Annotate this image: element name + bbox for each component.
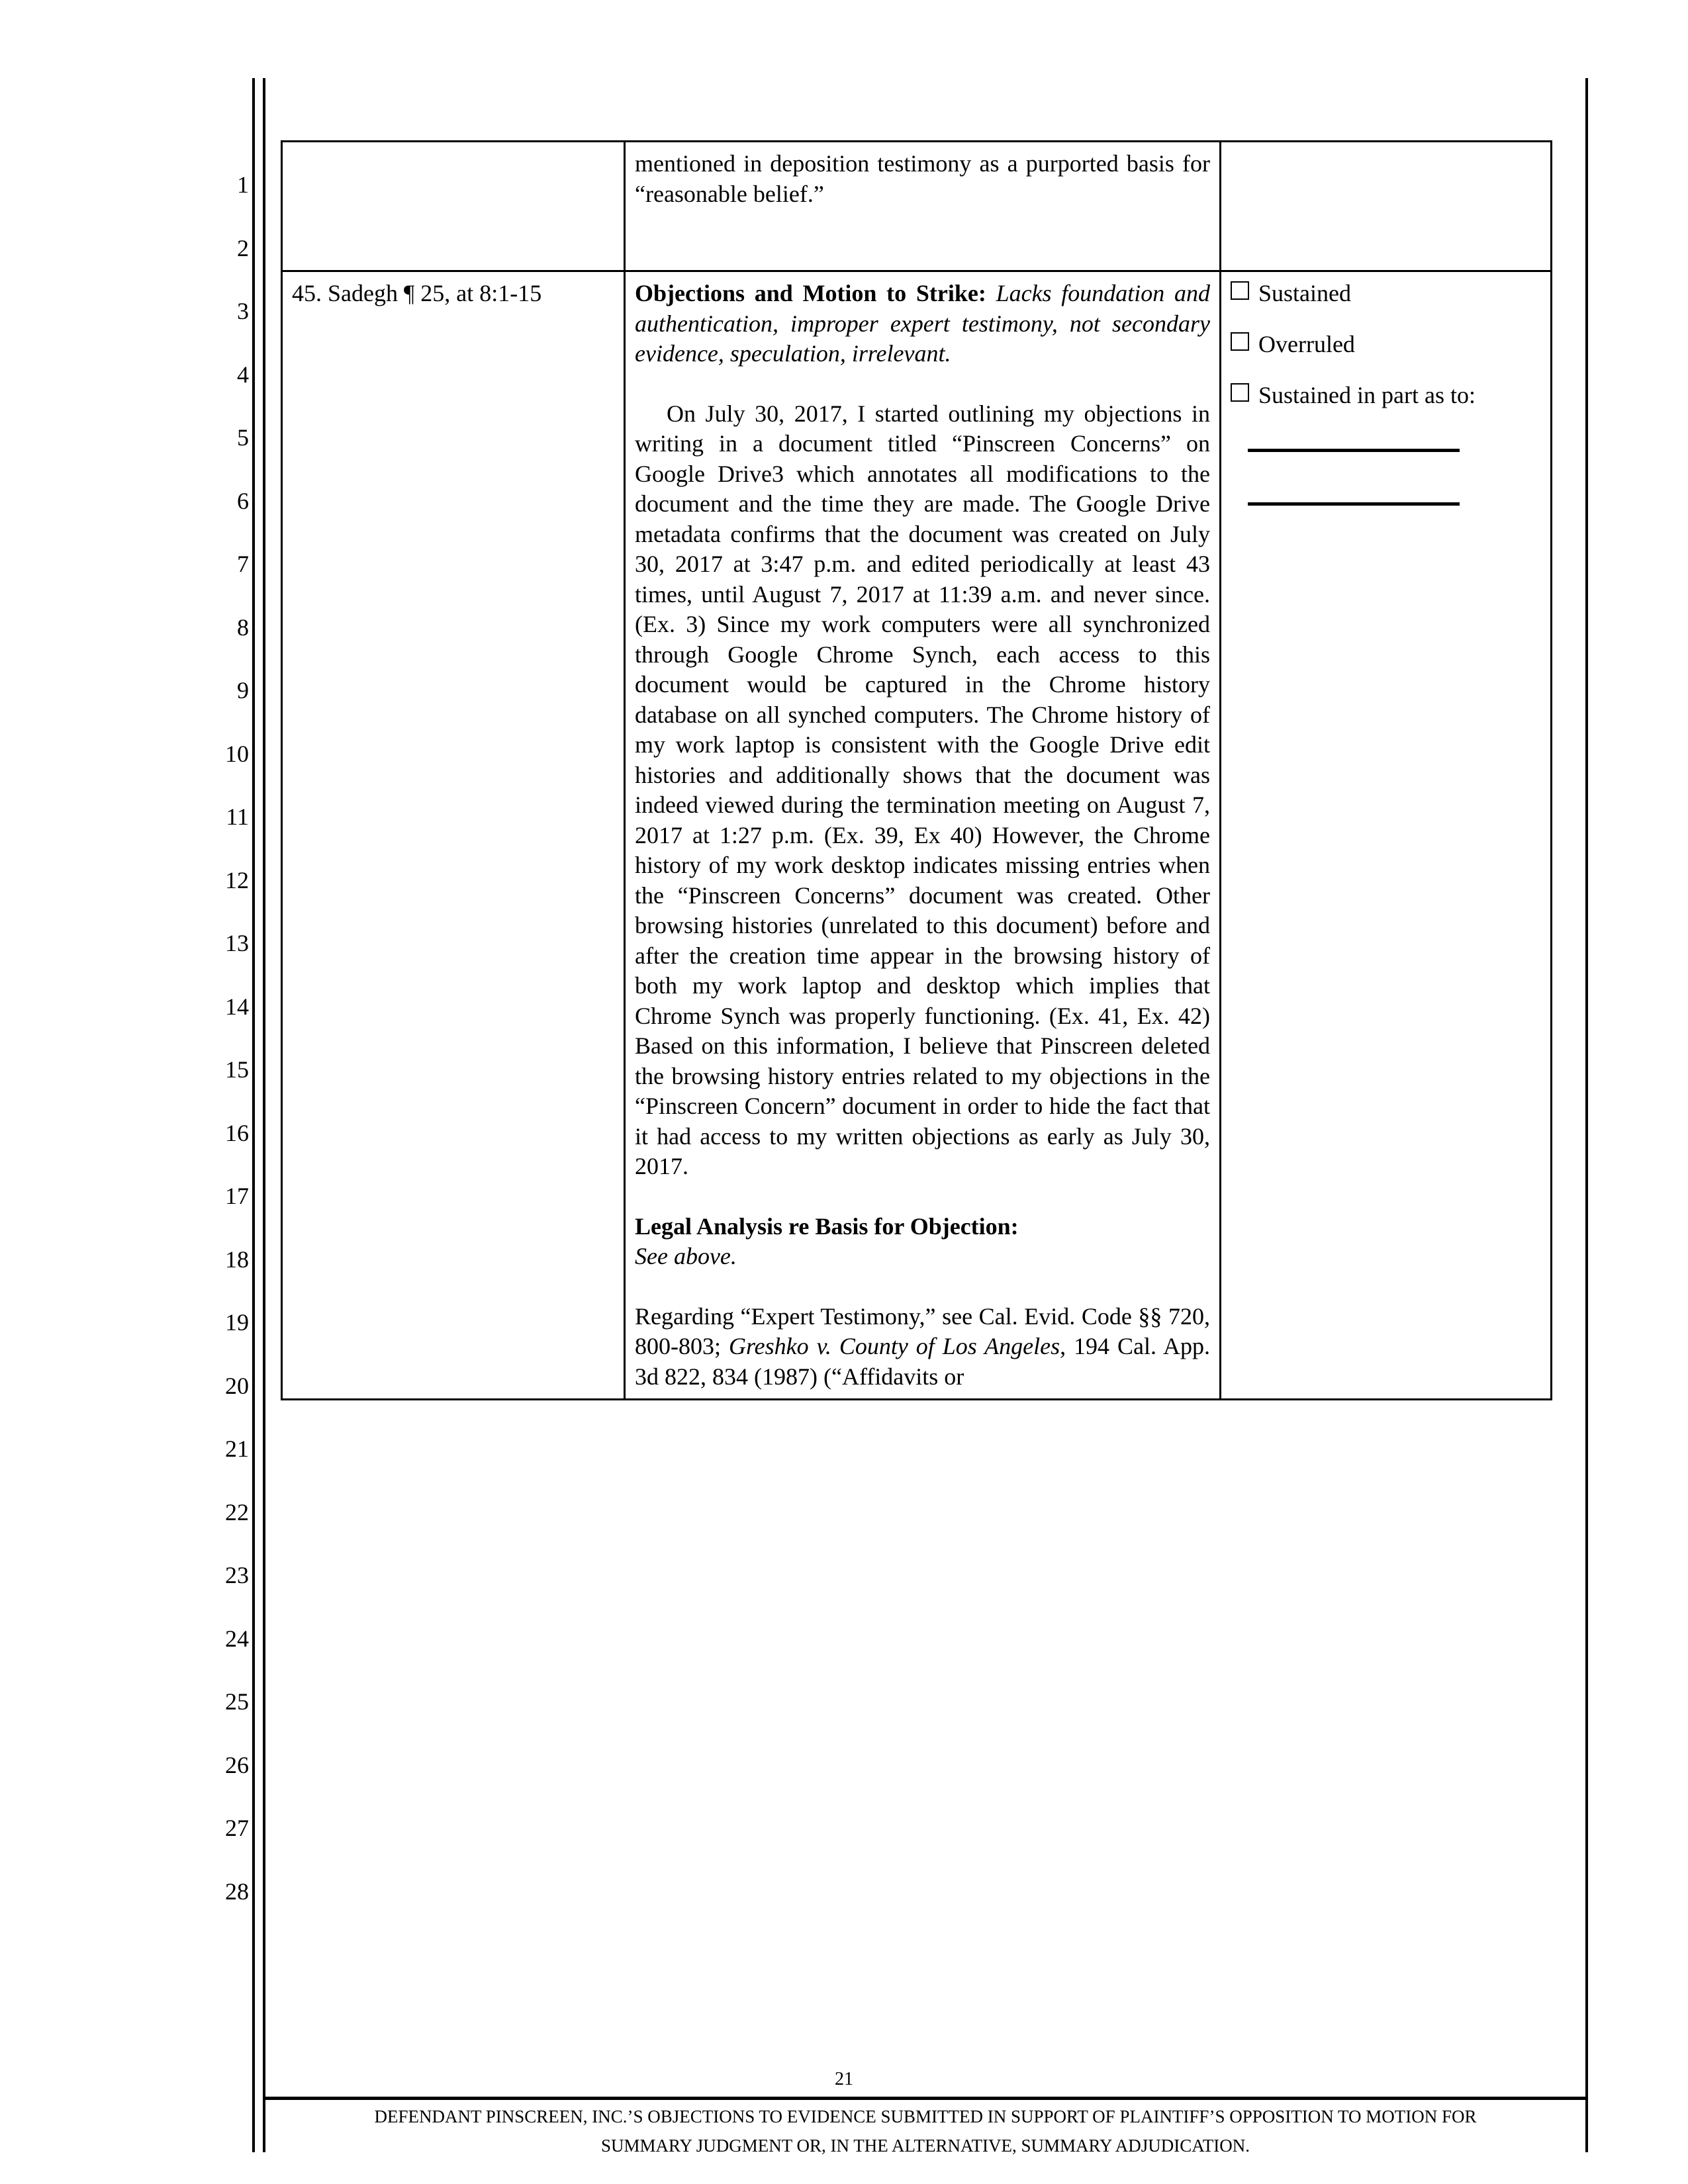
line-number: 23	[225, 1562, 249, 1588]
legal-analysis-see-above: See above.	[635, 1243, 737, 1269]
ruling-cell	[1221, 271, 1552, 1400]
line-number: 2	[237, 234, 249, 261]
checkbox-icon[interactable]	[1231, 281, 1249, 300]
line-number: 8	[237, 614, 249, 641]
line-number: 20	[225, 1372, 249, 1399]
line-number: 6	[237, 487, 249, 514]
table-row	[282, 142, 1552, 271]
ruling-option-label: Sustained in part as to:	[1258, 382, 1476, 408]
line-number: 7	[237, 551, 249, 577]
citation-cell-continued	[282, 142, 625, 271]
table-row	[282, 271, 1552, 1400]
legal-analysis-heading	[635, 1212, 1210, 1242]
continued-text: mentioned in deposition testimony as a purported basis for “reasonable belief.”	[635, 150, 1210, 207]
left-margin-rule-inner	[263, 78, 265, 2152]
line-number: 24	[225, 1625, 249, 1652]
left-margin-rule-outer	[252, 78, 255, 2152]
ruling-option-label: Sustained	[1258, 280, 1351, 306]
ruling-option-label: Overruled	[1258, 331, 1355, 357]
objection-grounds: Lacks foundation and authentication, improper expert testimony, not secondary evidence, speculation, irrelevant.	[635, 280, 1211, 367]
line-number: 12	[225, 866, 249, 893]
line-number: 3	[237, 298, 249, 324]
checkbox-icon[interactable]	[1231, 332, 1249, 351]
line-number: 1	[237, 171, 249, 198]
line-number-gutter	[199, 154, 249, 1923]
line-number: 10	[225, 740, 249, 767]
line-number: 28	[225, 1878, 249, 1905]
line-number: 16	[225, 1119, 249, 1146]
checkbox-icon[interactable]	[1231, 383, 1249, 402]
line-number: 13	[225, 930, 249, 956]
footer-caption	[263, 2102, 1588, 2160]
legal-analysis-citation	[635, 1302, 1210, 1392]
line-number: 5	[237, 424, 249, 451]
objection-body-cell	[625, 271, 1221, 1400]
footer-line-2: SUMMARY JUDGMENT OR, IN THE ALTERNATIVE, SUMMARY ADJUDICATION.	[600, 2136, 1250, 2156]
objection-heading	[635, 279, 1210, 369]
line-number: 26	[225, 1751, 249, 1778]
line-number: 22	[225, 1498, 249, 1525]
ruling-option-sustained[interactable]	[1231, 279, 1541, 308]
evidence-objections-table	[281, 140, 1552, 1400]
footer-line-1: DEFENDANT PINSCREEN, INC.’S OBJECTIONS TO EVIDENCE SUBMITTED IN SUPPORT OF PLAINTIFF’S OPPOSITION TO MOTION FOR	[374, 2107, 1477, 2126]
page-number: 21	[835, 2069, 853, 2089]
line-number: 17	[225, 1183, 249, 1209]
line-number: 27	[225, 1815, 249, 1841]
ruling-option-sustained-in-part[interactable]	[1231, 381, 1541, 410]
line-number: 14	[225, 993, 249, 1020]
case-name: Greshko v. County of Los Angeles	[728, 1333, 1060, 1359]
footer-divider	[263, 2097, 1588, 2100]
line-number: 15	[225, 1056, 249, 1083]
line-number: 18	[225, 1246, 249, 1273]
right-margin-rule	[1585, 78, 1588, 2152]
ruling-option-overruled[interactable]	[1231, 330, 1541, 359]
citation-text: 45. Sadegh ¶ 25, at 8:1-15	[292, 280, 542, 306]
legal-analysis-body-2: , 194 Cal. App. 3d 822, 834 (1987) (“Affidavits or	[635, 1333, 1210, 1390]
citation-cell	[282, 271, 625, 1400]
legal-analysis-body-1: Regarding “Expert Testimony,” see Cal. Evid. Code §§ 720, 800-803;	[635, 1302, 1210, 1359]
line-number: 11	[226, 803, 249, 830]
ruling-blank-line-1[interactable]	[1248, 449, 1460, 452]
objection-label: Objections and Motion to Strike:	[635, 280, 986, 306]
line-number: 19	[225, 1309, 249, 1336]
ruling-blank-line-2[interactable]	[1248, 502, 1460, 506]
objection-body-cell-continued	[625, 142, 1221, 271]
line-number: 9	[237, 677, 249, 704]
ruling-cell-continued	[1221, 142, 1552, 271]
line-number: 25	[225, 1688, 249, 1715]
legal-analysis-label: Legal Analysis re Basis for Objection:	[635, 1212, 1019, 1240]
evidence-paragraph: On July 30, 2017, I started outlining my objections in writing in a document titled “Pinscreen Concerns” on Google Drive3 which annotates all modifications to the document and the time they are made. The Google Drive metadata confirms that the document was created on July 30, 2017 at 3:47 p.m. and edited periodically at least 43 times, until August 7, 2017 at 11:39 a.m. and never since. (Ex. 3) Since my work computers were all synchronized through Google Chrome Synch, each access to this document would be captured in the Chrome history database on all synched computers. The Chrome history of my work laptop is consistent with the Google Drive edit histories and additionally shows that the document was indeed viewed during the termination meeting on August 7, 2017 at 1:27 p.m. (Ex. 39, Ex 40) However, the Chrome history of my work desktop indicates missing entries when the “Pinscreen Concerns” document was created. Other browsing histories (unrelated to this document) before and after the creation time appear in the browsing history of both my work laptop and desktop which implies that Chrome Synch was properly functioning. (Ex. 41, Ex. 42) Based on this information, I believe that Pinscreen deleted the browsing history entries related to my objections in the “Pinscreen Concern” document in order to hide the fact that it had access to my written objections as early as July 30, 2017.	[635, 400, 1210, 1179]
line-number: 4	[237, 361, 249, 388]
line-number: 21	[225, 1435, 249, 1462]
